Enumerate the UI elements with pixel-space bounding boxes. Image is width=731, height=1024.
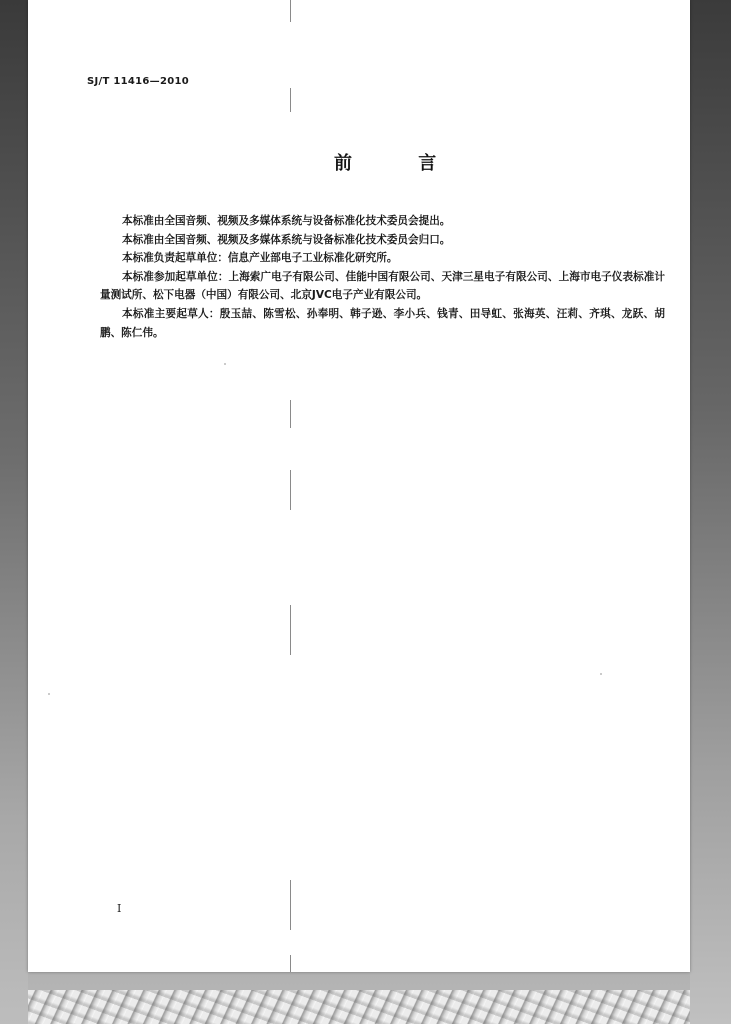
scan-speck	[48, 693, 50, 695]
page-number: I	[117, 902, 122, 915]
scan-line-artifact	[290, 0, 291, 22]
paragraph-lead-drafter: 本标准负责起草单位：信息产业部电子工业标准化研究所。	[122, 252, 398, 265]
viewer-background-right	[690, 0, 731, 1024]
scan-line-artifact	[290, 470, 291, 510]
paragraph-centralized: 本标准由全国音频、视频及多媒体系统与设备标准化技术委员会归口。	[122, 233, 451, 246]
page-title: 前 言	[334, 153, 467, 174]
document-body	[100, 212, 665, 342]
document-page	[28, 0, 690, 972]
scan-line-artifact	[290, 400, 291, 428]
scan-line-artifact	[290, 880, 291, 930]
scan-line-artifact	[290, 605, 291, 655]
scan-line-artifact	[290, 88, 291, 112]
scan-speck	[224, 363, 226, 365]
standard-code: SJ/T 11416—2010	[87, 76, 189, 87]
paragraph-main-drafters: 本标准主要起草人：殷玉喆、陈雪松、孙奉明、韩子逊、李小兵、钱青、田导虹、张海英、汪莉、齐琪、龙跃、胡鹏、陈仁伟。	[100, 307, 665, 339]
scan-noise-strip	[28, 990, 690, 1024]
viewer-background-left	[0, 0, 28, 1024]
scan-speck	[600, 673, 602, 675]
paragraph-proposer: 本标准由全国音频、视频及多媒体系统与设备标准化技术委员会提出。	[122, 215, 451, 227]
paragraph-participating-drafters: 本标准参加起草单位：上海索广电子有限公司、佳能中国有限公司、天津三星电子有限公司、上海市电子仪表标准计量测试所、松下电器（中国）有限公司、北京JVC电子产业有限公司。	[100, 270, 665, 302]
scan-line-artifact	[290, 955, 291, 972]
